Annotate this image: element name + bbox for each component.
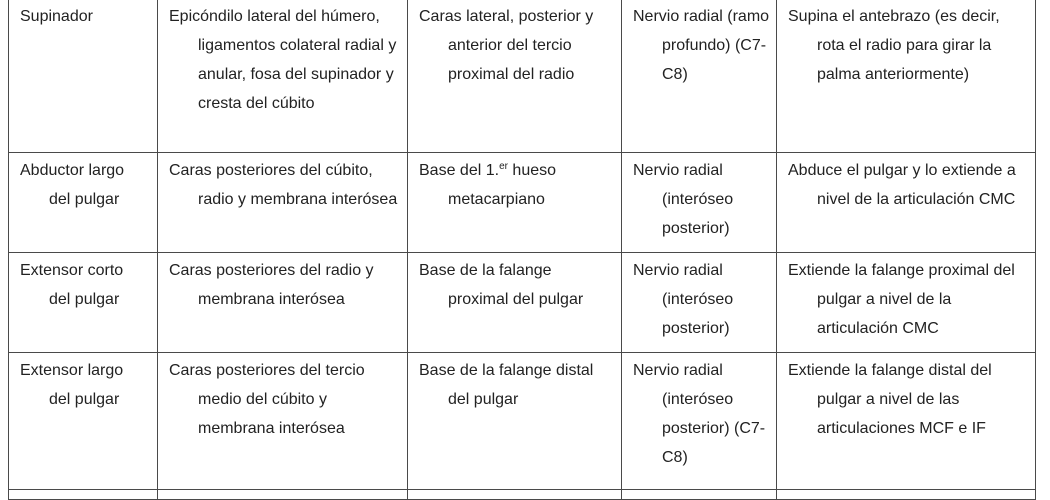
muscle-cell: Extensor corto del pulgar — [9, 253, 158, 353]
innervation-cell: Nervio radial (interóseo posterior) — [622, 153, 777, 253]
action-cell: Extiende la falange proximal del pulgar a nivel de la articulación CMC — [777, 253, 1036, 353]
table-row — [9, 153, 1036, 253]
origin-cell: Epicóndilo lateral del húmero, ligamentos colateral radial y anular, fosa del supinador y cresta del cúbito — [158, 0, 408, 153]
action-cell: Abduce el pulgar y lo extiende a nivel de la articulación CMC — [777, 153, 1036, 253]
table-row — [9, 0, 1036, 153]
insertion-cell: Caras lateral, posterior y anterior del tercio proximal del radio — [408, 0, 622, 153]
innervation-cell: Nervio radial (ramo profundo) (C7-C8) — [622, 0, 777, 153]
muscle-cell: Supinador — [9, 0, 158, 153]
origin-cell: Caras posteriores del radio y membrana interósea — [158, 253, 408, 353]
action-cell: Supina el antebrazo (es decir, rota el radio para girar la palma anteriormente) — [777, 0, 1036, 153]
muscle-cell: Extensor largo del pulgar — [9, 353, 158, 490]
table-row-partial — [9, 490, 1036, 500]
origin-cell: Caras posteriores del tercio medio del cúbito y membrana interósea — [158, 353, 408, 490]
insertion-cell: Base de la falange distal del pulgar — [408, 353, 622, 490]
insertion-cell: Base de la falange proximal del pulgar — [408, 253, 622, 353]
action-cell: Extiende la falange distal del pulgar a nivel de las articulaciones MCF e IF — [777, 353, 1036, 490]
insertion-cell: Base del 1.$^{er}$ hueso metacarpiano — [408, 153, 622, 253]
table-row — [9, 353, 1036, 490]
origin-cell: Caras posteriores del cúbito, radio y membrana interósea — [158, 153, 408, 253]
muscle-table — [8, 0, 1036, 500]
table-row — [9, 253, 1036, 353]
innervation-cell: Nervio radial (interóseo posterior) (C7-C8) — [622, 353, 777, 490]
muscle-cell: Abductor largo del pulgar — [9, 153, 158, 253]
innervation-cell: Nervio radial (interóseo posterior) — [622, 253, 777, 353]
